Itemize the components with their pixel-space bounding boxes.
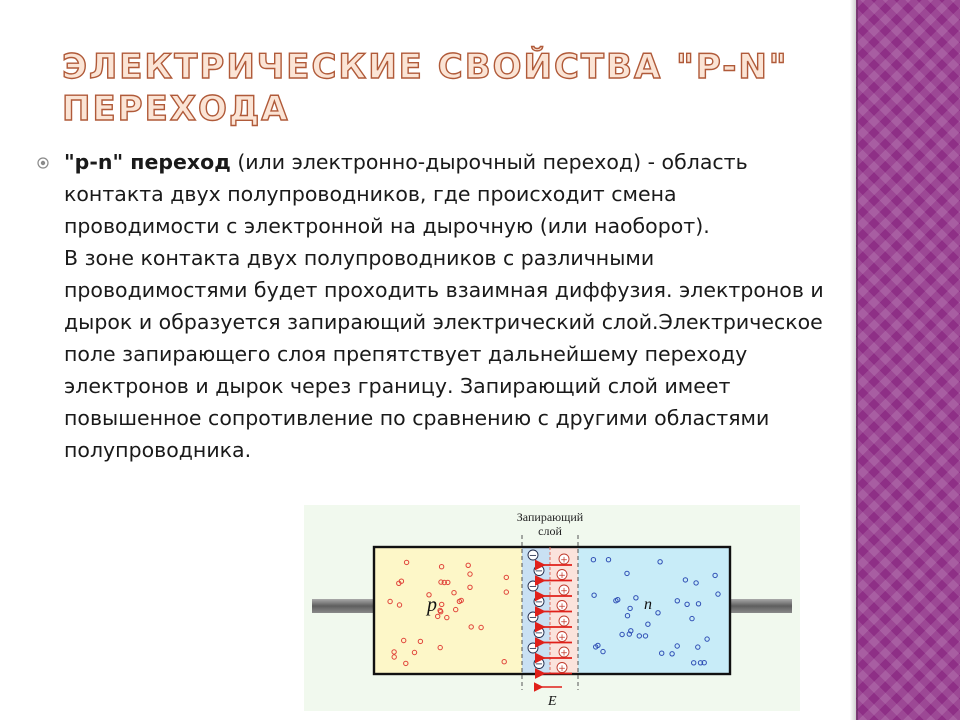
- positive-ion-sign: +: [560, 586, 568, 597]
- n-region-label: n: [644, 596, 652, 613]
- bullet-definition: (или электронно-дырочный переход) - область контакта двух полупроводников, где происходит смена проводимости с электронной на дырочную (или наоборот).: [64, 150, 748, 238]
- lead-wire-right: [730, 599, 792, 613]
- slide-body: [64, 146, 824, 466]
- decorative-side-panel: [856, 0, 960, 720]
- negative-ion-sign: −: [528, 612, 538, 624]
- bullet-lead-term: "p-n" переход: [64, 150, 231, 174]
- positive-ion-sign: +: [558, 571, 566, 581]
- p-region: [374, 547, 522, 674]
- negative-ion-sign: −: [534, 659, 544, 670]
- body-paragraph: В зоне контакта двух полупроводников с различными проводимостями будет проходить взаимная диффузия. электронов и дырок и образуется запирающий электрический слой.Электрическое поле запирающего слоя препятствует дальнейшему переходу электронов и дырок через границу. Запирающий слой имеет повышенное сопротивление по сравнению с другими областями полупроводника.: [64, 246, 824, 462]
- layer-label-line2: слой: [538, 524, 562, 538]
- positive-ion-sign: +: [560, 555, 568, 566]
- slide-title: ЭЛЕКТРИЧЕСКИЕ СВОЙСТВА "P-N" ПЕРЕХОДА: [62, 47, 789, 129]
- radio-bullet-icon: [37, 157, 49, 169]
- negative-ion-sign: −: [534, 628, 544, 639]
- pn-junction-diagram: [304, 505, 800, 711]
- positive-ion-sign: +: [558, 602, 566, 612]
- layer-label-line1: Запирающий: [516, 510, 584, 524]
- lead-wire-left: [312, 599, 374, 613]
- positive-ion-sign: +: [560, 648, 568, 659]
- negative-ion-sign: −: [528, 643, 538, 655]
- field-vector-label: E: [548, 694, 557, 709]
- negative-ion-sign: −: [534, 566, 544, 577]
- negative-ion-sign: −: [534, 597, 544, 608]
- positive-ion-sign: +: [558, 633, 566, 643]
- negative-ion-sign: −: [528, 581, 538, 593]
- n-region: [578, 547, 730, 674]
- negative-ion-sign: −: [528, 550, 538, 562]
- positive-ion-sign: +: [560, 617, 568, 628]
- p-region-label: p: [427, 594, 437, 616]
- positive-ion-sign: +: [558, 664, 566, 674]
- side-panel-shadow: [850, 0, 858, 720]
